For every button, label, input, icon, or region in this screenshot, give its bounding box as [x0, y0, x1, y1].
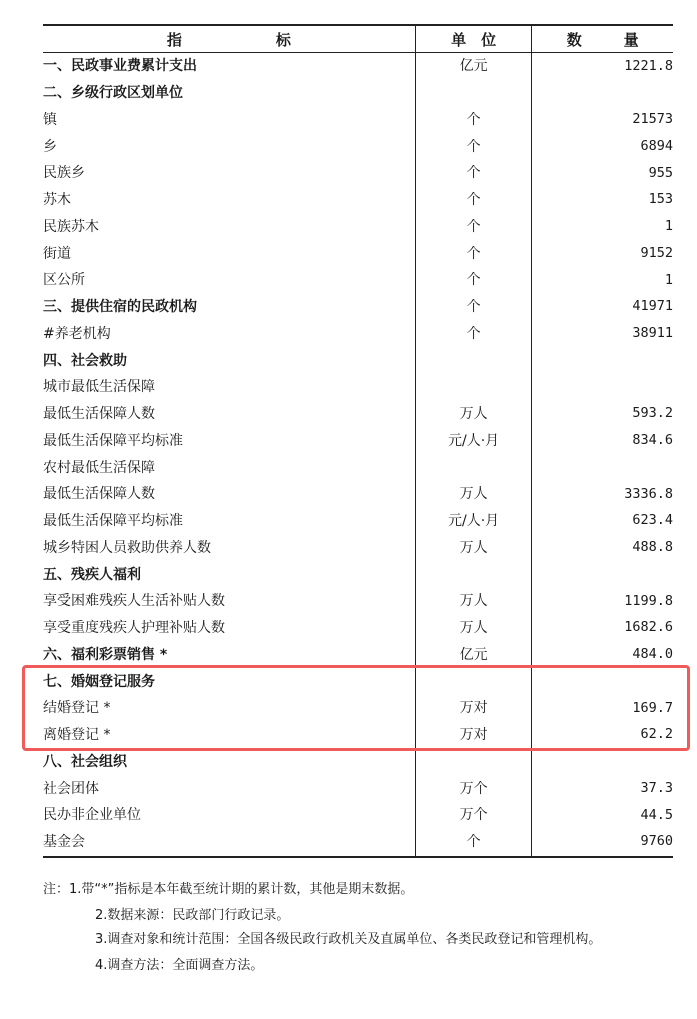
row-value [532, 80, 673, 107]
table-row [43, 588, 673, 615]
row-indicator-label: 最低生活保障平均标准 [43, 508, 415, 535]
table-row [43, 80, 673, 107]
row-indicator-label: 六、福利彩票销售 * [43, 642, 415, 669]
note-3: 3.调查对象和统计范围：全国各级民政行政机关及直属单位、各类民政登记和管理机构。 [95, 932, 602, 947]
row-indicator-label: 民办非企业单位 [43, 802, 415, 829]
row-indicator-label: 最低生活保障人数 [43, 481, 415, 508]
row-value: 44.5 [640, 806, 673, 823]
row-unit [415, 454, 532, 481]
indicator-header-part-a: 指 [166, 30, 182, 49]
row-value: 955 [648, 164, 673, 181]
table-row [43, 668, 673, 695]
row-indicator-label: 二、乡级行政区划单位 [43, 80, 415, 107]
row-unit [415, 668, 532, 695]
row-unit: 万个 [415, 775, 532, 802]
row-value: 623.4 [632, 512, 673, 529]
row-unit: 个 [415, 160, 532, 187]
row-unit: 万人 [415, 588, 532, 615]
table-row [43, 561, 673, 588]
row-value [532, 374, 673, 401]
row-value: 593.2 [632, 405, 673, 422]
row-value: 834.6 [632, 432, 673, 449]
table-row [43, 294, 673, 321]
row-value [532, 749, 673, 776]
row-indicator-label: 三、提供住宿的民政机构 [43, 294, 415, 321]
row-indicator-label: 城市最低生活保障 [43, 374, 415, 401]
table-row [43, 347, 673, 374]
row-unit: 个 [415, 294, 532, 321]
row-indicator-label: 镇 [43, 107, 415, 134]
row-value: 6894 [640, 137, 673, 154]
value-column-header [532, 25, 673, 53]
value-header-part-a: 数 [566, 30, 582, 49]
table-row [43, 53, 673, 80]
row-unit: 个 [415, 240, 532, 267]
row-value: 62.2 [640, 726, 673, 743]
table-row [43, 508, 673, 535]
table-row [43, 642, 673, 669]
row-indicator-label: 民族乡 [43, 160, 415, 187]
row-indicator-label: 八、社会组织 [43, 749, 415, 776]
row-unit: 亿元 [415, 642, 532, 669]
row-indicator-label: 民族苏木 [43, 214, 415, 241]
table-row [43, 240, 673, 267]
table-row [43, 160, 673, 187]
row-value: 1221.8 [624, 57, 673, 74]
row-value: 484.0 [632, 646, 673, 663]
row-indicator-label: 农村最低生活保障 [43, 454, 415, 481]
row-unit: 个 [415, 107, 532, 134]
row-unit [415, 374, 532, 401]
row-unit: 元/人·月 [415, 428, 532, 455]
row-indicator-label: 区公所 [43, 267, 415, 294]
indicator-header-part-b: 标 [275, 30, 291, 49]
row-unit: 个 [415, 214, 532, 241]
row-value: 169.7 [632, 699, 673, 716]
table-notes [43, 879, 673, 981]
row-unit: 万对 [415, 695, 532, 722]
row-unit: 万人 [415, 401, 532, 428]
row-unit: 元/人·月 [415, 508, 532, 535]
table-row [43, 214, 673, 241]
row-value: 1 [664, 218, 673, 235]
row-unit [415, 347, 532, 374]
row-value: 21573 [632, 111, 673, 128]
row-indicator-label: 最低生活保障平均标准 [43, 428, 415, 455]
row-unit: 万人 [415, 615, 532, 642]
row-unit: 万对 [415, 722, 532, 749]
row-indicator-label: 七、婚姻登记服务 [43, 668, 415, 695]
unit-column-header: 单 位 [415, 25, 532, 53]
row-unit: 个 [415, 321, 532, 348]
table-row [43, 695, 673, 722]
row-value: 9760 [532, 829, 673, 857]
row-value [532, 668, 673, 695]
row-indicator-label: 基金会 [43, 829, 415, 857]
row-indicator-label: 一、民政事业费累计支出 [43, 53, 415, 80]
note-1: 注：1.带“*”指标是本年截至统计期的累计数，其他是期末数据。 [43, 882, 414, 897]
row-value: 1 [664, 271, 673, 288]
row-unit [415, 80, 532, 107]
indicator-column-header [43, 25, 415, 53]
row-indicator-label: 结婚登记 * [43, 695, 415, 722]
table-row [43, 775, 673, 802]
table-row [43, 615, 673, 642]
note-4: 4.调查方法：全面调查方法。 [95, 958, 264, 973]
row-value: 1682.6 [624, 619, 673, 636]
table-row [43, 749, 673, 776]
row-unit [415, 749, 532, 776]
row-value: 153 [648, 191, 673, 208]
table-row [43, 829, 673, 857]
table-row [43, 428, 673, 455]
row-value: 3336.8 [624, 485, 673, 502]
note-2: 2.数据来源：民政部门行政记录。 [95, 908, 290, 923]
row-value: 41971 [632, 298, 673, 315]
row-indicator-label: 最低生活保障人数 [43, 401, 415, 428]
row-indicator-label: 苏木 [43, 187, 415, 214]
civil-affairs-statistics-table [43, 24, 673, 858]
row-unit: 个 [415, 829, 532, 857]
row-unit: 万人 [415, 535, 532, 562]
row-unit: 亿元 [415, 53, 532, 80]
table-row [43, 481, 673, 508]
table-header-row [43, 25, 673, 53]
row-indicator-label: 离婚登记 * [43, 722, 415, 749]
table-row [43, 321, 673, 348]
table-row [43, 374, 673, 401]
row-unit: 万个 [415, 802, 532, 829]
table-row [43, 401, 673, 428]
table-row [43, 107, 673, 134]
row-unit: 万人 [415, 481, 532, 508]
row-value: 488.8 [632, 539, 673, 556]
row-indicator-label: 城乡特困人员救助供养人数 [43, 535, 415, 562]
row-indicator-label: 享受困难残疾人生活补贴人数 [43, 588, 415, 615]
value-header-part-b: 量 [623, 30, 639, 49]
table-row [43, 722, 673, 749]
table-row [43, 267, 673, 294]
table-body [43, 53, 673, 857]
row-indicator-label: 乡 [43, 133, 415, 160]
row-value [532, 561, 673, 588]
table-row [43, 187, 673, 214]
table-row [43, 454, 673, 481]
row-indicator-label: 社会团体 [43, 775, 415, 802]
row-value [532, 454, 673, 481]
row-value: 38911 [632, 325, 673, 342]
table-row [43, 133, 673, 160]
row-value: 37.3 [640, 779, 673, 796]
row-unit: 个 [415, 133, 532, 160]
row-value: 1199.8 [624, 592, 673, 609]
row-indicator-label: 享受重度残疾人护理补贴人数 [43, 615, 415, 642]
row-unit: 个 [415, 187, 532, 214]
row-unit [415, 561, 532, 588]
row-indicator-label: #养老机构 [43, 321, 415, 348]
table-row [43, 535, 673, 562]
table-row [43, 802, 673, 829]
row-value: 9152 [640, 244, 673, 261]
row-value [532, 347, 673, 374]
row-indicator-label: 四、社会救助 [43, 347, 415, 374]
row-indicator-label: 五、残疾人福利 [43, 561, 415, 588]
row-unit: 个 [415, 267, 532, 294]
row-indicator-label: 街道 [43, 240, 415, 267]
